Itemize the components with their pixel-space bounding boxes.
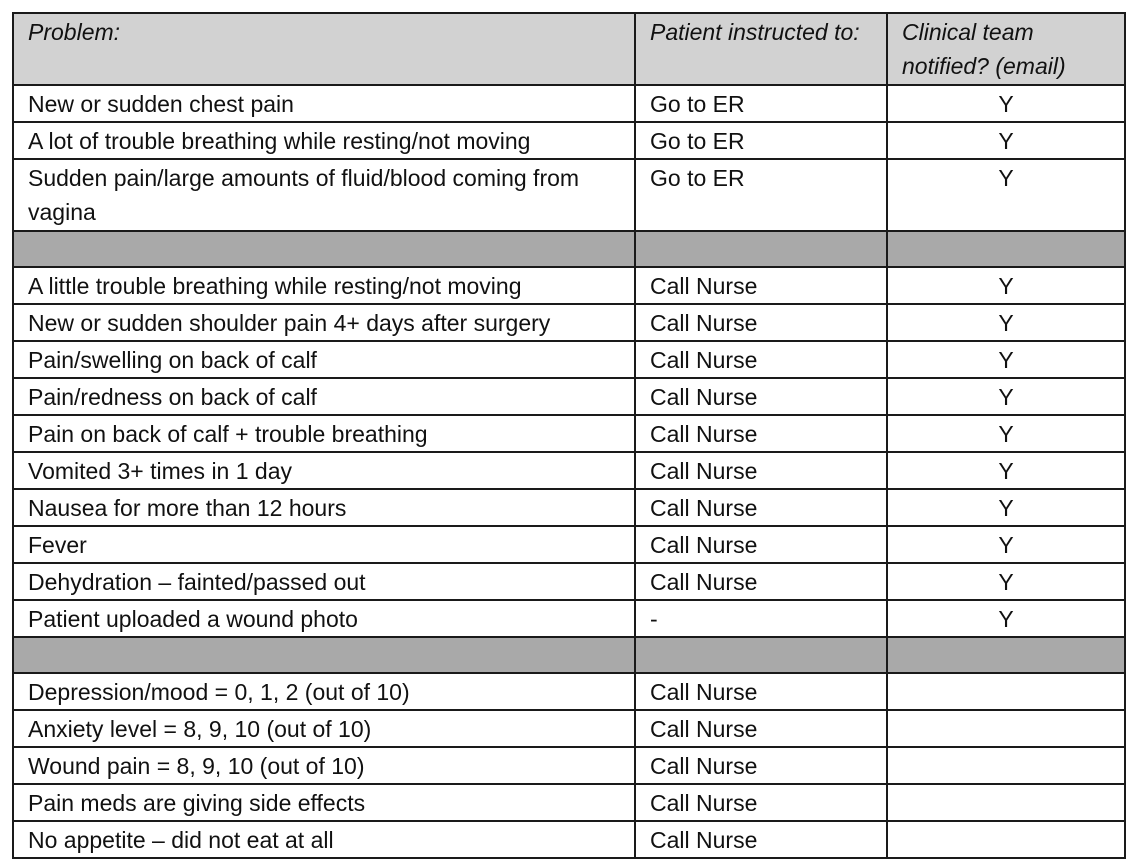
instructed-cell: Call Nurse bbox=[635, 415, 887, 452]
header-row bbox=[13, 13, 1125, 85]
table-row bbox=[13, 710, 1125, 747]
instructed-cell: Call Nurse bbox=[635, 784, 887, 821]
problem-cell: Pain on back of calf + trouble breathing bbox=[13, 415, 635, 452]
instructed-cell: Call Nurse bbox=[635, 526, 887, 563]
table-row bbox=[13, 600, 1125, 637]
problem-cell: Anxiety level = 8, 9, 10 (out of 10) bbox=[13, 710, 635, 747]
table-row bbox=[13, 747, 1125, 784]
instructed-cell: Go to ER bbox=[635, 122, 887, 159]
table-row bbox=[13, 673, 1125, 710]
instructed-cell: Call Nurse bbox=[635, 673, 887, 710]
notified-cell: Y bbox=[887, 341, 1125, 378]
instructed-cell: Call Nurse bbox=[635, 747, 887, 784]
notified-cell: Y bbox=[887, 304, 1125, 341]
table-row bbox=[13, 563, 1125, 600]
notified-cell: Y bbox=[887, 489, 1125, 526]
group-separator-row bbox=[13, 637, 1125, 673]
notified-cell: Y bbox=[887, 526, 1125, 563]
problem-cell: Vomited 3+ times in 1 day bbox=[13, 452, 635, 489]
instructed-cell: Go to ER bbox=[635, 159, 887, 231]
notified-cell: Y bbox=[887, 159, 1125, 231]
problem-cell: A lot of trouble breathing while resting/not moving bbox=[13, 122, 635, 159]
problem-cell: Pain meds are giving side effects bbox=[13, 784, 635, 821]
triage-table bbox=[12, 12, 1126, 859]
notified-cell: Y bbox=[887, 122, 1125, 159]
notified-cell bbox=[887, 710, 1125, 747]
separator-cell bbox=[887, 637, 1125, 673]
notified-cell bbox=[887, 673, 1125, 710]
table-row bbox=[13, 821, 1125, 858]
instructed-cell: Call Nurse bbox=[635, 267, 887, 304]
problem-cell: Wound pain = 8, 9, 10 (out of 10) bbox=[13, 747, 635, 784]
group-separator-row bbox=[13, 231, 1125, 267]
separator-cell bbox=[13, 637, 635, 673]
instructed-cell: Call Nurse bbox=[635, 341, 887, 378]
problem-cell: Sudden pain/large amounts of fluid/blood coming from vagina bbox=[13, 159, 635, 231]
problem-cell: Pain/redness on back of calf bbox=[13, 378, 635, 415]
instructed-cell: - bbox=[635, 600, 887, 637]
header-instructed: Patient instructed to: bbox=[635, 13, 887, 85]
problem-cell: Nausea for more than 12 hours bbox=[13, 489, 635, 526]
notified-cell: Y bbox=[887, 85, 1125, 122]
instructed-cell: Call Nurse bbox=[635, 563, 887, 600]
instructed-cell: Call Nurse bbox=[635, 304, 887, 341]
notified-cell: Y bbox=[887, 600, 1125, 637]
header-notified: Clinical team notified? (email) bbox=[887, 13, 1125, 85]
table-row bbox=[13, 378, 1125, 415]
problem-cell: Fever bbox=[13, 526, 635, 563]
problem-cell: No appetite – did not eat at all bbox=[13, 821, 635, 858]
problem-cell: New or sudden chest pain bbox=[13, 85, 635, 122]
notified-cell: Y bbox=[887, 267, 1125, 304]
notified-cell bbox=[887, 784, 1125, 821]
table-row bbox=[13, 526, 1125, 563]
problem-cell: Depression/mood = 0, 1, 2 (out of 10) bbox=[13, 673, 635, 710]
table-row bbox=[13, 85, 1125, 122]
notified-cell: Y bbox=[887, 563, 1125, 600]
table-row bbox=[13, 452, 1125, 489]
problem-cell: A little trouble breathing while resting/not moving bbox=[13, 267, 635, 304]
instructed-cell: Call Nurse bbox=[635, 378, 887, 415]
separator-cell bbox=[635, 231, 887, 267]
instructed-cell: Call Nurse bbox=[635, 489, 887, 526]
table-row bbox=[13, 159, 1125, 231]
table-row bbox=[13, 341, 1125, 378]
instructed-cell: Go to ER bbox=[635, 85, 887, 122]
instructed-cell: Call Nurse bbox=[635, 452, 887, 489]
notified-cell: Y bbox=[887, 378, 1125, 415]
separator-cell bbox=[13, 231, 635, 267]
table-row bbox=[13, 267, 1125, 304]
table-row bbox=[13, 784, 1125, 821]
problem-cell: New or sudden shoulder pain 4+ days after surgery bbox=[13, 304, 635, 341]
header-problem: Problem: bbox=[13, 13, 635, 85]
problem-cell: Dehydration – fainted/passed out bbox=[13, 563, 635, 600]
notified-cell: Y bbox=[887, 415, 1125, 452]
table-row bbox=[13, 122, 1125, 159]
notified-cell bbox=[887, 747, 1125, 784]
separator-cell bbox=[635, 637, 887, 673]
notified-cell: Y bbox=[887, 452, 1125, 489]
table-row bbox=[13, 415, 1125, 452]
problem-cell: Patient uploaded a wound photo bbox=[13, 600, 635, 637]
notified-cell bbox=[887, 821, 1125, 858]
problem-cell: Pain/swelling on back of calf bbox=[13, 341, 635, 378]
table-row bbox=[13, 489, 1125, 526]
instructed-cell: Call Nurse bbox=[635, 710, 887, 747]
instructed-cell: Call Nurse bbox=[635, 821, 887, 858]
separator-cell bbox=[887, 231, 1125, 267]
table-row bbox=[13, 304, 1125, 341]
